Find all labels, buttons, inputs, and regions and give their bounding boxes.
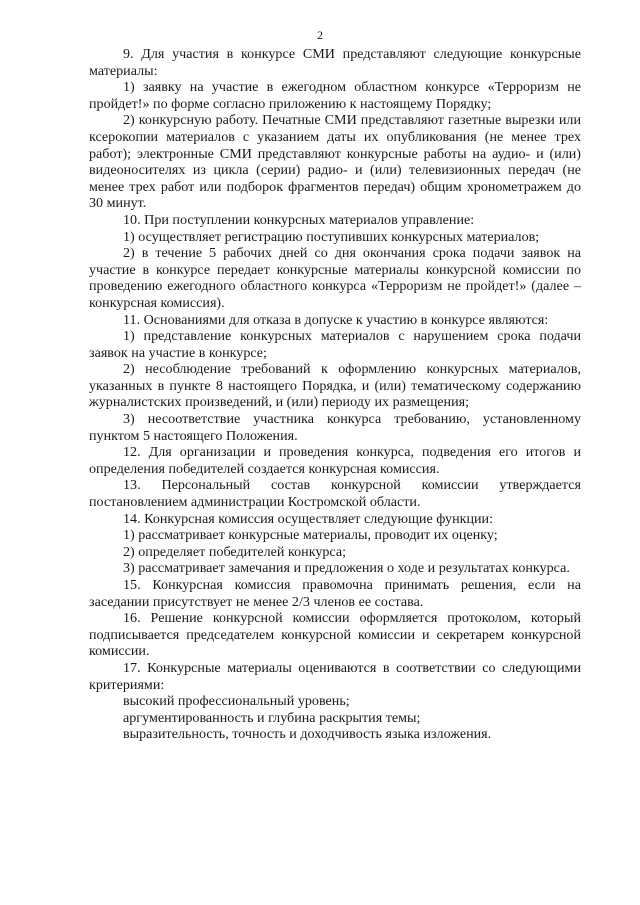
criterion-item: высокий профессиональный уровень; — [123, 693, 350, 710]
paragraph-9: 9. Для участия в конкурсе СМИ представляют следующие конкурсные материалы: — [89, 46, 581, 79]
paragraph-17: 17. Конкурсные материалы оцениваются в соответствии со следующими критериями: — [89, 659, 581, 693]
paragraph-16: 16. Решение конкурсной комиссии оформляется протоколом, который подписывается председателем конкурсной комиссии и секретарем конкурсной комиссии. — [89, 610, 581, 660]
criterion-item: аргументированность и глубина раскрытия темы; — [123, 709, 421, 726]
paragraph-10-item-2: 2) в течение 5 рабочих дней со дня окончания срока подачи заявок на участие в конкурсе передает конкурсные материалы конкурсной комиссии по проведению ежегодного областного конкурса «Терроризм не пройдет!» (далее – конкурсная комиссия). — [89, 245, 581, 311]
paragraph-11-item-1: 1) представление конкурсных материалов с нарушением срока подачи заявок на участие в конкурсе; — [89, 328, 581, 361]
paragraph-15: 15. Конкурсная комиссия правомочна принимать решения, если на заседании присутствует не менее 2/3 членов ее состава. — [89, 577, 581, 610]
paragraph-12: 12. Для организации и проведения конкурса, подведения его итогов и определения победителей создается конкурсная комиссия. — [89, 444, 581, 477]
paragraph-11-item-3: 3) несоответствие участника конкурса требованию, установленному пунктом 5 настоящего Положения. — [89, 411, 581, 444]
paragraph-14: 14. Конкурсная комиссия осуществляет следующие функции: — [123, 510, 494, 527]
paragraph-9-item-2: 2) конкурсную работу. Печатные СМИ представляют газетные вырезки или ксерокопии материалов с указанием даты их опубликования (не менее трех работ); электронные СМИ представляют конкурсные работы на аудио- и (или) видеоносителях из цикла (серии) радио- и (или) телевизионных передач (не менее трех работ или подборок фрагментов передач) общим хронометражем до 30 минут. — [89, 112, 581, 212]
paragraph-10: 10. При поступлении конкурсных материалов управление: — [123, 211, 475, 228]
paragraph-9-item-1: 1) заявку на участие в ежегодном областном конкурсе «Терроризм не пройдет!» по форме согласно приложению к настоящему Порядку; — [89, 79, 581, 112]
paragraph-14-item-2: 2) определяет победителей конкурса; — [123, 543, 347, 560]
document-body — [89, 46, 581, 743]
paragraph-13: 13. Персональный состав конкурсной комиссии утверждается постановлением администрации Костромской области. — [89, 477, 581, 511]
paragraph-14-item-3: 3) рассматривает замечания и предложения о ходе и результатах конкурса. — [123, 560, 570, 577]
page-number: 2 — [317, 28, 323, 42]
paragraph-11-item-2: 2) несоблюдение требований к оформлению конкурсных материалов, указанных в пункте 8 настоящего Порядка, и (или) тематическому содержанию журналистских произведений, и (или) периоду их размещения; — [89, 361, 581, 411]
paragraph-11: 11. Основаниями для отказа в допуске к участию в конкурсе являются: — [123, 311, 549, 328]
paragraph-10-item-1: 1) осуществляет регистрацию поступивших конкурсных материалов; — [123, 228, 540, 245]
criterion-item: выразительность, точность и доходчивость языка изложения. — [123, 726, 492, 743]
paragraph-14-item-1: 1) рассматривает конкурсные материалы, проводит их оценку; — [123, 527, 498, 544]
